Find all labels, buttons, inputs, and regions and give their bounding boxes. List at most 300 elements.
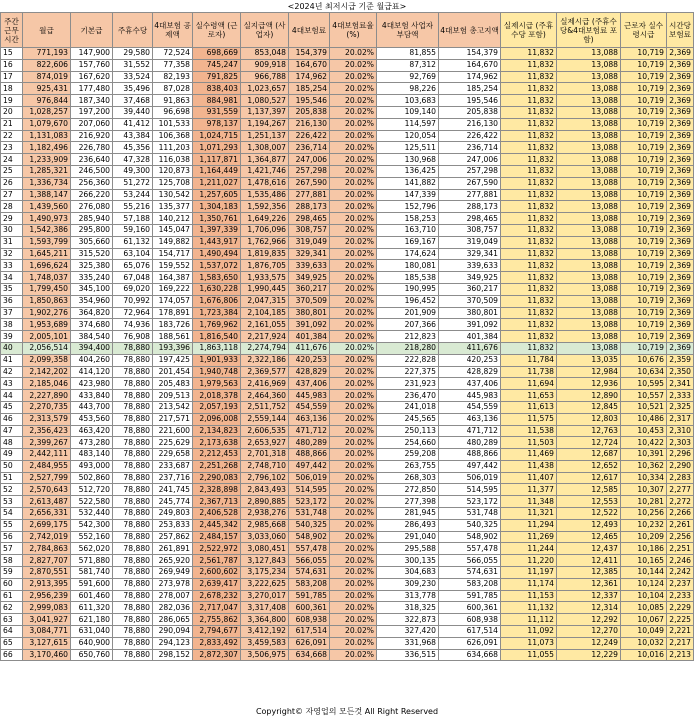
table-cell: 140,212	[153, 213, 193, 225]
table-cell: 197,200	[71, 106, 113, 118]
table-cell: 11,503	[501, 437, 557, 449]
table-cell: 226,780	[71, 142, 113, 154]
table-cell: 11,832	[501, 213, 557, 225]
table-cell: 10,557	[621, 390, 667, 402]
table-cell: 1,933,575	[241, 272, 289, 284]
table-row	[1, 508, 694, 520]
table-cell: 1,649,226	[241, 213, 289, 225]
table-cell: 154,379	[439, 48, 501, 60]
table-cell: 20.02%	[330, 626, 377, 638]
table-row	[1, 413, 694, 425]
table-cell: 158,253	[377, 213, 439, 225]
table-cell: 38	[1, 319, 23, 331]
table-cell: 1,117,871	[193, 154, 241, 166]
table-cell: 2,173,638	[193, 437, 241, 449]
table-cell: 12,617	[557, 472, 621, 484]
table-cell: 394,400	[71, 342, 113, 354]
table-row	[1, 177, 694, 189]
table-cell: 2,406,528	[193, 508, 241, 520]
table-cell: 822,606	[23, 59, 71, 71]
table-cell: 11,832	[501, 48, 557, 60]
table-cell: 11,575	[501, 413, 557, 425]
table-cell: 10,486	[621, 413, 667, 425]
table-row	[1, 531, 694, 543]
table-cell: 20.02%	[330, 378, 377, 390]
table-cell: 1,023,657	[241, 83, 289, 95]
table-cell: 853,048	[241, 48, 289, 60]
table-cell: 277,398	[377, 496, 439, 508]
table-cell: 154,379	[289, 48, 330, 60]
table-cell: 1,676,806	[193, 295, 241, 307]
table-cell: 2,369,577	[241, 366, 289, 378]
table-cell: 2,784,863	[23, 543, 71, 555]
table-row	[1, 649, 694, 661]
table-cell: 20.02%	[330, 177, 377, 189]
table-cell: 354,960	[71, 295, 113, 307]
table-cell: 2,047,315	[241, 295, 289, 307]
table-cell: 497,442	[289, 460, 330, 472]
table-cell: 78,880	[113, 354, 153, 366]
table-row	[1, 331, 694, 343]
table-cell: 13,035	[557, 354, 621, 366]
table-cell: 295,588	[377, 543, 439, 555]
table-cell: 2,328,898	[193, 484, 241, 496]
table-cell: 78,880	[113, 437, 153, 449]
table-cell: 52	[1, 484, 23, 496]
table-cell: 227,375	[377, 366, 439, 378]
table-cell: 3,364,800	[241, 614, 289, 626]
column-header: 주휴수당	[113, 13, 153, 48]
table-cell: 1,876,705	[241, 260, 289, 272]
table-cell: 53	[1, 496, 23, 508]
table-cell: 322,873	[377, 614, 439, 626]
table-cell: 12,465	[557, 531, 621, 543]
table-cell: 78,880	[113, 484, 153, 496]
table-cell: 109,140	[377, 106, 439, 118]
table-cell: 11,832	[501, 201, 557, 213]
table-cell: 35,496	[113, 83, 153, 95]
table-cell: 282,036	[153, 602, 193, 614]
table-cell: 1,592,356	[241, 201, 289, 213]
table-cell: 56	[1, 531, 23, 543]
table-cell: 78,880	[113, 496, 153, 508]
table-cell: 1,164,449	[193, 165, 241, 177]
table-cell: 10,032	[621, 637, 667, 649]
table-cell: 11,269	[501, 531, 557, 543]
table-row	[1, 130, 694, 142]
table-cell: 16	[1, 59, 23, 71]
table-cell: 27	[1, 189, 23, 201]
table-cell: 13,088	[557, 118, 621, 130]
table-cell: 315,520	[71, 248, 113, 260]
table-cell: 874,019	[23, 71, 71, 83]
table-cell: 78,880	[113, 519, 153, 531]
table-cell: 2,005,101	[23, 331, 71, 343]
table-cell: 12,361	[557, 578, 621, 590]
table-cell: 2,057,193	[193, 401, 241, 413]
table-cell: 78,880	[113, 555, 153, 567]
table-cell: 339,633	[439, 260, 501, 272]
table-cell: 51,272	[113, 177, 153, 189]
table-cell: 10,719	[621, 59, 667, 71]
table-cell: 50	[1, 460, 23, 472]
table-cell: 236,470	[377, 390, 439, 402]
table-cell: 313,778	[377, 590, 439, 602]
table-row	[1, 390, 694, 402]
table-cell: 20.02%	[330, 437, 377, 449]
table-cell: 11,321	[501, 508, 557, 520]
table-cell: 130,968	[377, 154, 439, 166]
table-cell: 514,595	[439, 484, 501, 496]
table-cell: 78,880	[113, 413, 153, 425]
table-cell: 2,277	[667, 484, 694, 496]
table-cell: 10,307	[621, 484, 667, 496]
table-cell: 114,597	[377, 118, 439, 130]
table-cell: 37	[1, 307, 23, 319]
table-cell: 18	[1, 83, 23, 95]
table-cell: 10,719	[621, 331, 667, 343]
table-cell: 11,469	[501, 449, 557, 461]
table-cell: 2,313,579	[23, 413, 71, 425]
table-cell: 13,088	[557, 130, 621, 142]
table-cell: 325,380	[71, 260, 113, 272]
table-cell: 241,745	[153, 484, 193, 496]
table-cell: 2,274,794	[241, 342, 289, 354]
table-cell: 11,832	[501, 142, 557, 154]
table-cell: 20.02%	[330, 508, 377, 520]
table-cell: 43,384	[113, 130, 153, 142]
table-cell: 10,085	[621, 602, 667, 614]
table-cell: 12,493	[557, 519, 621, 531]
table-cell: 2,369	[667, 283, 694, 295]
table-cell: 1,182,496	[23, 142, 71, 154]
table-cell: 10,719	[621, 342, 667, 354]
table-cell: 15	[1, 48, 23, 60]
table-cell: 2,256	[667, 531, 694, 543]
table-cell: 370,509	[289, 295, 330, 307]
table-cell: 78,880	[113, 425, 153, 437]
table-cell: 190,995	[377, 283, 439, 295]
table-cell: 45,356	[113, 142, 153, 154]
table-cell: 96,698	[153, 106, 193, 118]
table-cell: 221,600	[153, 425, 193, 437]
table-cell: 41	[1, 354, 23, 366]
table-cell: 10,104	[621, 590, 667, 602]
table-cell: 47	[1, 425, 23, 437]
table-cell: 2,369	[667, 224, 694, 236]
table-cell: 11,055	[501, 649, 557, 661]
table-cell: 36	[1, 295, 23, 307]
table-cell: 278,007	[153, 590, 193, 602]
table-cell: 3,412,192	[241, 626, 289, 638]
table-row	[1, 578, 694, 590]
table-cell: 11,244	[501, 543, 557, 555]
table-cell: 3,084,771	[23, 626, 71, 638]
table-cell: 1,080,527	[241, 95, 289, 107]
table-cell: 12,936	[557, 378, 621, 390]
table-cell: 197,425	[153, 354, 193, 366]
table-cell: 44	[1, 390, 23, 402]
table-cell: 20.02%	[330, 484, 377, 496]
table-cell: 298,152	[153, 649, 193, 661]
table-row	[1, 59, 694, 71]
table-cell: 360,217	[439, 283, 501, 295]
table-cell: 78,880	[113, 508, 153, 520]
table-cell: 209,513	[153, 390, 193, 402]
table-cell: 1,940,748	[193, 366, 241, 378]
table-cell: 420,253	[439, 354, 501, 366]
table-cell: 463,136	[289, 413, 330, 425]
table-cell: 180,081	[377, 260, 439, 272]
table-cell: 483,140	[71, 449, 113, 461]
column-header: 실제시급 (주휴수당&4대보험료 포함)	[557, 13, 621, 48]
table-cell: 10,124	[621, 578, 667, 590]
table-cell: 11,832	[501, 248, 557, 260]
table-cell: 11,294	[501, 519, 557, 531]
table-cell: 838,403	[193, 83, 241, 95]
table-cell: 174,962	[289, 71, 330, 83]
table-cell: 884,981	[193, 95, 241, 107]
table-cell: 10,719	[621, 165, 667, 177]
table-cell: 634,668	[289, 649, 330, 661]
table-cell: 120,054	[377, 130, 439, 142]
table-cell: 1,397,339	[193, 224, 241, 236]
table-cell: 20.02%	[330, 224, 377, 236]
table-cell: 10,281	[621, 496, 667, 508]
table-cell: 3,459,583	[241, 637, 289, 649]
table-cell: 2,827,707	[23, 555, 71, 567]
table-cell: 626,091	[439, 637, 501, 649]
table-cell: 2,755,862	[193, 614, 241, 626]
table-cell: 1,421,746	[241, 165, 289, 177]
table-cell: 207,366	[377, 319, 439, 331]
table-cell: 78,880	[113, 602, 153, 614]
table-row	[1, 519, 694, 531]
table-cell: 63,104	[113, 248, 153, 260]
table-cell: 11,832	[501, 295, 557, 307]
table-cell: 34	[1, 272, 23, 284]
table-cell: 26	[1, 177, 23, 189]
table-cell: 640,900	[71, 637, 113, 649]
table-cell: 11,832	[501, 189, 557, 201]
table-cell: 174,624	[377, 248, 439, 260]
table-cell: 13,088	[557, 307, 621, 319]
table-cell: 1,645,211	[23, 248, 71, 260]
table-cell: 20.02%	[330, 213, 377, 225]
table-cell: 13,088	[557, 48, 621, 60]
table-cell: 11,784	[501, 354, 557, 366]
table-cell: 74,936	[113, 319, 153, 331]
table-cell: 2,999,083	[23, 602, 71, 614]
table-cell: 78,880	[113, 614, 153, 626]
table-cell: 147,900	[71, 48, 113, 60]
table-cell: 10,719	[621, 283, 667, 295]
table-cell: 10,232	[621, 519, 667, 531]
table-cell: 78,880	[113, 626, 153, 638]
table-cell: 2,251,268	[193, 460, 241, 472]
table-cell: 2,699,175	[23, 519, 71, 531]
table-cell: 20.02%	[330, 425, 377, 437]
table-cell: 188,561	[153, 331, 193, 343]
table-cell: 87,312	[377, 59, 439, 71]
salary-table	[0, 12, 694, 661]
table-cell: 72,524	[153, 48, 193, 60]
table-cell: 3,170,460	[23, 649, 71, 661]
table-cell: 411,676	[289, 342, 330, 354]
table-cell: 329,341	[289, 248, 330, 260]
table-row	[1, 213, 694, 225]
table-cell: 196,452	[377, 295, 439, 307]
table-cell: 463,136	[439, 413, 501, 425]
table-cell: 473,280	[71, 437, 113, 449]
table-cell: 10,719	[621, 189, 667, 201]
table-cell: 10,595	[621, 378, 667, 390]
table-cell: 82,193	[153, 71, 193, 83]
table-cell: 11,832	[501, 319, 557, 331]
table-cell: 20.02%	[330, 449, 377, 461]
table-cell: 1,439,560	[23, 201, 71, 213]
table-cell: 308,757	[289, 224, 330, 236]
table-cell: 2,369	[667, 142, 694, 154]
table-row	[1, 283, 694, 295]
table-cell: 2,527,799	[23, 472, 71, 484]
table-cell: 59,160	[113, 224, 153, 236]
table-cell: 13,088	[557, 83, 621, 95]
table-cell: 37,468	[113, 95, 153, 107]
table-cell: 650,760	[71, 649, 113, 661]
table-cell: 2,369	[667, 106, 694, 118]
table-cell: 437,406	[439, 378, 501, 390]
table-cell: 130,542	[153, 189, 193, 201]
table-cell: 11,832	[501, 154, 557, 166]
table-cell: 20.02%	[330, 543, 377, 555]
table-cell: 265,920	[153, 555, 193, 567]
table-cell: 631,040	[71, 626, 113, 638]
table-cell: 583,208	[439, 578, 501, 590]
column-header: 월급	[23, 13, 71, 48]
table-cell: 2,870,551	[23, 567, 71, 579]
table-row	[1, 637, 694, 649]
table-cell: 60	[1, 578, 23, 590]
table-cell: 78,880	[113, 378, 153, 390]
table-cell: 20.02%	[330, 637, 377, 649]
table-cell: 2,356,423	[23, 425, 71, 437]
table-cell: 2,369	[667, 95, 694, 107]
table-cell: 277,881	[439, 189, 501, 201]
table-cell: 11,832	[501, 83, 557, 95]
table-cell: 20.02%	[330, 272, 377, 284]
table-cell: 1,850,863	[23, 295, 71, 307]
table-cell: 20.02%	[330, 118, 377, 130]
table-cell: 2,317	[667, 413, 694, 425]
table-cell: 2,369	[667, 342, 694, 354]
table-cell: 236,714	[439, 142, 501, 154]
table-cell: 49	[1, 449, 23, 461]
table-cell: 2,416,969	[241, 378, 289, 390]
table-cell: 11,348	[501, 496, 557, 508]
table-cell: 213,542	[153, 401, 193, 413]
table-cell: 925,431	[23, 83, 71, 95]
table-cell: 433,840	[71, 390, 113, 402]
table-cell: 345,100	[71, 283, 113, 295]
table-cell: 249,803	[153, 508, 193, 520]
table-cell: 600,361	[439, 602, 501, 614]
table-cell: 2,369	[667, 331, 694, 343]
table-row	[1, 118, 694, 130]
table-cell: 57,188	[113, 213, 153, 225]
table-cell: 2,369	[667, 213, 694, 225]
table-cell: 2,570,643	[23, 484, 71, 496]
table-cell: 12,229	[557, 649, 621, 661]
table-cell: 523,172	[439, 496, 501, 508]
table-cell: 20.02%	[330, 614, 377, 626]
table-cell: 78,880	[113, 366, 153, 378]
table-cell: 20.02%	[330, 59, 377, 71]
table-cell: 257,298	[289, 165, 330, 177]
table-cell: 178,891	[153, 307, 193, 319]
table-cell: 931,559	[193, 106, 241, 118]
table-cell: 268,303	[377, 472, 439, 484]
table-cell: 286,065	[153, 614, 193, 626]
table-row	[1, 567, 694, 579]
table-cell: 10,719	[621, 95, 667, 107]
table-cell: 2,104,185	[241, 307, 289, 319]
table-cell: 20.02%	[330, 578, 377, 590]
table-cell: 2,266	[667, 508, 694, 520]
table-cell: 187,340	[71, 95, 113, 107]
table-cell: 91,863	[153, 95, 193, 107]
table-cell: 10,719	[621, 224, 667, 236]
table-cell: 339,633	[289, 260, 330, 272]
table-cell: 1,762,966	[241, 236, 289, 248]
table-row	[1, 236, 694, 248]
table-cell: 39	[1, 331, 23, 343]
table-row	[1, 272, 694, 284]
table-cell: 480,289	[289, 437, 330, 449]
table-cell: 2,613,487	[23, 496, 71, 508]
table-cell: 57	[1, 543, 23, 555]
table-cell: 20.02%	[330, 519, 377, 531]
table-cell: 10,521	[621, 401, 667, 413]
table-cell: 1,901,933	[193, 354, 241, 366]
table-cell: 12,984	[557, 366, 621, 378]
table-cell: 103,683	[377, 95, 439, 107]
table-cell: 20.02%	[330, 413, 377, 425]
table-cell: 493,000	[71, 460, 113, 472]
table-cell: 2,656,331	[23, 508, 71, 520]
table-cell: 2,872,307	[193, 649, 241, 661]
table-cell: 35	[1, 283, 23, 295]
table-cell: 574,631	[289, 567, 330, 579]
table-cell: 617,514	[439, 626, 501, 638]
table-cell: 2,369	[667, 201, 694, 213]
table-cell: 201,454	[153, 366, 193, 378]
table-cell: 2,399,267	[23, 437, 71, 449]
table-cell: 1,799,450	[23, 283, 71, 295]
table-cell: 66	[1, 649, 23, 661]
table-cell: 10,719	[621, 130, 667, 142]
table-cell: 552,160	[71, 531, 113, 543]
table-cell: 2,561,787	[193, 555, 241, 567]
table-cell: 24	[1, 154, 23, 166]
table-cell: 145,047	[153, 224, 193, 236]
table-row	[1, 555, 694, 567]
table-cell: 2,185,046	[23, 378, 71, 390]
table-cell: 11,073	[501, 637, 557, 649]
table-cell: 13,088	[557, 154, 621, 166]
table-cell: 1,535,486	[241, 189, 289, 201]
table-cell: 3,033,060	[241, 531, 289, 543]
